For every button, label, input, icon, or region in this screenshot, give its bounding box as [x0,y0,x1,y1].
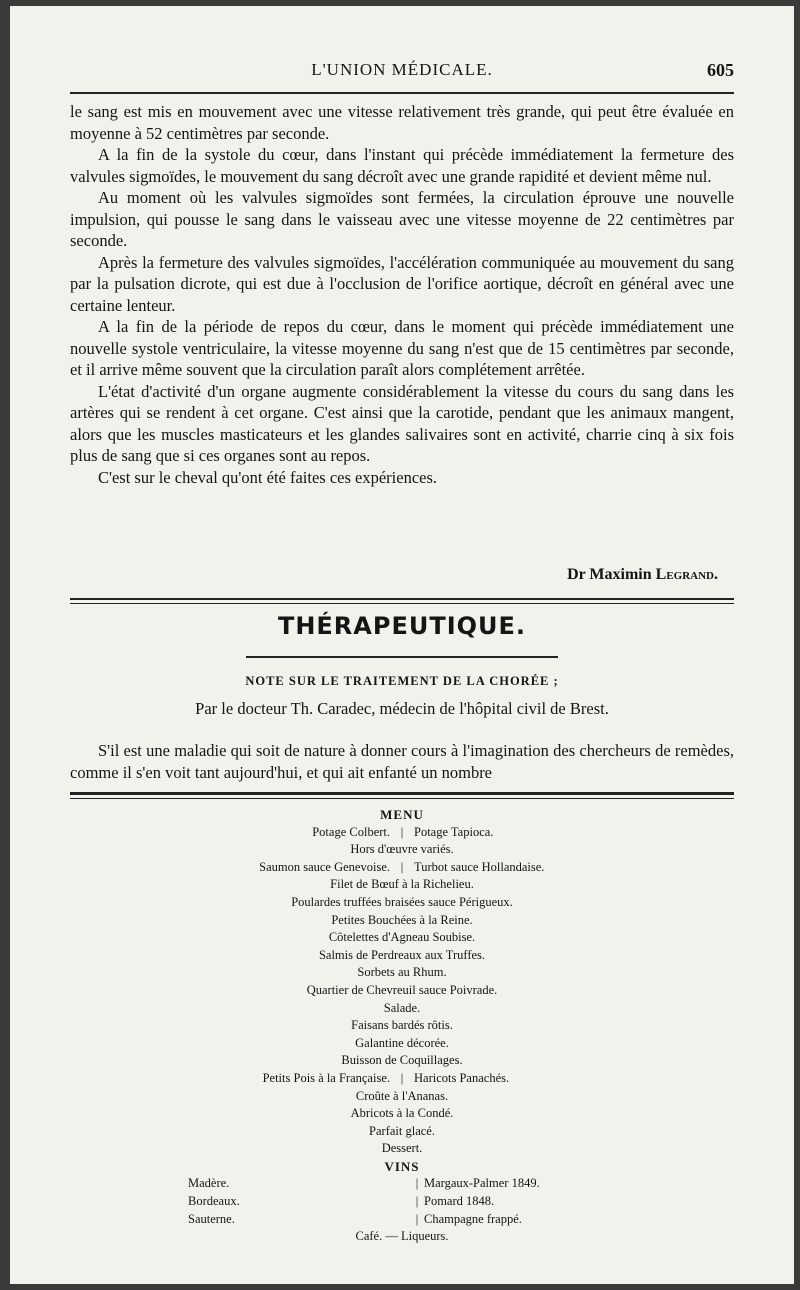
wine-item: Pomard 1848. [424,1194,495,1209]
article-author: Par le docteur Th. Caradec, médecin de l'hôpital civil de Brest. [195,699,609,718]
menu-separator: | [400,1070,404,1085]
menu-item: Hors d'œuvre variés. [350,842,454,857]
wine-item: Sauterne. [188,1211,235,1226]
menu-item: Faisans bardés rôtis. [351,1018,453,1033]
paragraph: Après la fermeture des valvules sigmoïdes, l'accélération communiquée au mouvement du sang par la pulsation dicrote, qui est due à l'occlusion de l'orifice aortique, décroît en général avec une certaine lenteur. [70,252,734,315]
menu-item: Potage Colbert. [312,824,390,839]
menu-item: Parfait glacé. [369,1123,435,1138]
header-rule [70,92,734,94]
wine-separator: | [415,1211,419,1226]
menu-item: Buisson de Coquillages. [341,1053,463,1068]
wine-row [70,1193,734,1211]
running-title: L'UNION MÉDICALE. [311,60,493,79]
menu-item: Galantine décorée. [355,1035,449,1050]
section-rule-thin [70,603,734,604]
menu-item: Dessert. [381,1141,423,1156]
menu-item: Côtelettes d'Agneau Soubise. [328,930,476,945]
menu-separator: | [400,824,404,839]
signature-prefix: Dr Maximin [567,566,656,583]
menu-item: Potage Tapioca. [414,824,494,839]
document-page [10,6,794,1284]
wine-separator: | [415,1176,419,1191]
page-header [70,60,734,86]
menu-closing: Café. — Liqueurs. [355,1229,449,1244]
section-title: THÉRAPEUTIQUE. [277,612,527,640]
wine-item: Bordeaux. [188,1194,240,1209]
menu-item: Petits Pois à la Française. [262,1070,390,1085]
menu-item: Croûte à l'Ananas. [355,1088,449,1103]
paragraph: A la fin de la période de repos du cœur, dans le moment qui précède immédiatement une nouvelle systole ventriculaire, la vitesse moyenne du sang n'est que de 15 centimètres par seconde, et il arrive même souvent que la circulation paraît alors complétement arrêtée. [70,317,734,379]
menu-item: Salade. [383,1000,421,1015]
wine-item: Champagne frappé. [424,1211,522,1226]
author-signature [567,566,718,584]
section-title-rule [246,656,558,658]
banquet-menu [70,806,734,1246]
paragraph: Au moment où les valvules sigmoïdes sont fermées, la circulation éprouve une nouvelle impulsion, qui pousse le sang dans le vaisseau avec une vitesse moyenne de 22 centimètres par seconde. [70,188,734,250]
wine-item: Margaux-Palmer 1849. [424,1176,540,1191]
wine-row [70,1175,734,1193]
wines-heading: VINS [384,1158,420,1174]
menu-item: Poulardes truffées braisées sauce Périgueux. [291,894,513,909]
wine-item: Madère. [188,1176,230,1191]
article-continuation [70,101,734,488]
menu-item: Haricots Panachés. [414,1070,510,1085]
menu-separator: | [400,859,404,874]
menu-heading: MENU [380,807,424,822]
menu-item: Abricots à la Condé. [350,1106,454,1121]
menu-rule [70,792,734,795]
paragraph: le sang est mis en mouvement avec une vitesse relativement très grande, qui peut être évaluée en moyenne à 52 centimètres par seconde. [70,102,734,143]
menu-item: Quartier de Chevreuil sauce Poivrade. [306,982,498,997]
paragraph: L'état d'activité d'un organe augmente considérablement la vitesse du cours du sang dans les artères qui se rendent à cet organe. C'est ainsi que la carotide, pendant que les animaux mangent, alors que les muscles masticateurs et les glandes salivaires sont en activité, charrie cinq à six fois plus de sang que si ces organes sont au repos. [70,381,734,465]
wine-separator: | [415,1194,419,1209]
menu-item: Salmis de Perdreaux aux Truffes. [318,947,486,962]
paragraph: A la fin de la systole du cœur, dans l'instant qui précède immédiatement la fermeture des valvules sigmoïdes, le mouvement du sang décroît avec une grande rapidité et devient même nul. [70,145,734,186]
menu-item: Petites Bouchées à la Reine. [331,912,473,927]
paragraph: S'il est une maladie qui soit de nature à donner cours à l'imagination des chercheurs de remèdes, comme il s'en voit tant aujourd'hui, et qui ait enfanté un nombre [70,741,734,782]
menu-rule-thin [70,798,734,799]
signature-name: Legrand. [655,566,718,583]
menu-item: Turbot sauce Hollandaise. [414,859,545,874]
page-number: 605 [707,60,734,80]
menu-item: Saumon sauce Genevoise. [259,859,390,874]
article-body [70,740,734,784]
menu-item: Filet de Bœuf à la Richelieu. [330,877,474,892]
menu-item: Sorbets au Rhum. [357,965,447,980]
wine-row [70,1211,734,1229]
article-title: NOTE SUR LE TRAITEMENT DE LA CHORÉE ; [245,674,559,688]
menu-pair [70,824,734,842]
menu-pair [70,859,734,877]
section-rule [70,598,734,600]
paragraph: C'est sur le cheval qu'ont été faites ces expériences. [98,467,438,487]
menu-pair [70,1070,734,1088]
